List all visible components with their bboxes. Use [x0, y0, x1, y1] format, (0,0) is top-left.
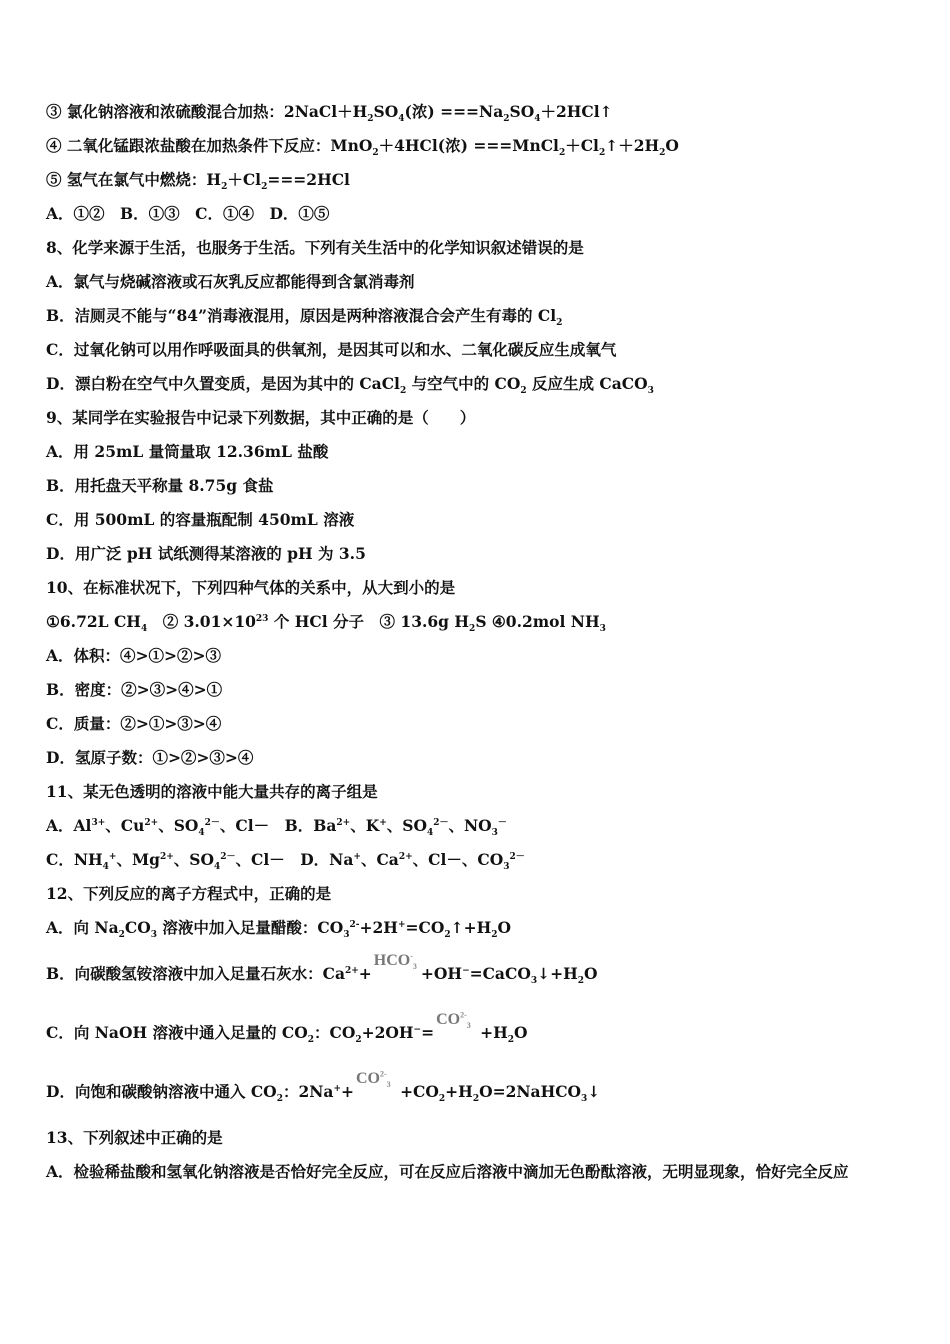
q12-option-c: C．向 NaOH 溶液中通入足量的 $CO_2$：$CO_2+2OH^-=CO^{2-}_3 +H_2O$ — [46, 1010, 528, 1046]
q10-option-b: B．密度：②>③>④>① — [46, 680, 223, 699]
question-8: 8、化学来源于生活，也服务于生活。下列有关生活中的化学知识叙述错误的是 — [46, 238, 584, 257]
q9-option-c: C．用 500mL 的容量瓶配制 450mL 溶液 — [46, 510, 355, 529]
q11-options-ab: A．$Al^{3+}$、$Cu^{2+}$、$SO_4^{2-}$、Cl－ B．$Ba^{2+}$、K+、$SO_4^{2-}$、$NO_3^-$ — [46, 816, 507, 839]
q10-option-d: D．氢原子数：①>②>③>④ — [46, 748, 254, 767]
reaction-3: ③ 氯化钠溶液和浓硫酸混合加热：$2NaCl+H_2SO_4$(浓) $===Na_2SO_4+2HCl↑$ — [46, 102, 613, 125]
q8-option-c: C．过氧化钠可以用作呼吸面具的供氧剂，是因其可以和水、二氧化碳反应生成氧气 — [46, 340, 617, 359]
q10-option-c: C．质量：②>①>③>④ — [46, 714, 222, 733]
carbonate-ion-image: $CO^{2-}_3$ — [356, 1069, 391, 1090]
question-13: 13、下列叙述中正确的是 — [46, 1128, 223, 1147]
q8-option-a: A．氯气与烧碱溶液或石灰乳反应都能得到含氯消毒剂 — [46, 272, 415, 291]
q8-option-b: B．洁厕灵不能与“84”消毒液混用，原因是两种溶液混合会产生有毒的 $Cl_2$ — [46, 306, 563, 329]
bicarbonate-ion-image: $HCO^-_3$ — [373, 951, 417, 972]
q12-option-d: D．向饱和碳酸钠溶液中通入 $CO_2$：$2Na^++CO^{2-}_3$ $+CO_2+H_2O=2NaHCO_3↓$ — [46, 1069, 601, 1105]
q12-option-b: B．向碳酸氢铵溶液中加入足量石灰水：$Ca^{2+}+HCO^-_3$ $+OH^-=CaCO_3↓+H_2O$ — [46, 951, 598, 987]
q13-option-a: A．检验稀盐酸和氢氧化钠溶液是否恰好完全反应，可在反应后溶液中滴加无色酚酞溶液，无明显现象，恰好完全反应 — [46, 1162, 849, 1181]
question-11: 11、某无色透明的溶液中能大量共存的离子组是 — [46, 782, 378, 801]
q10-option-a: A．体积：④>①>②>③ — [46, 646, 221, 665]
q9-option-a: A．用 25mL 量筒量取 12.36mL 盐酸 — [46, 442, 329, 461]
q8-option-d: D．漂白粉在空气中久置变质，是因为其中的 CaCl$_2$ 与空气中的 $CO_2$ 反应生成 CaCO$_3$ — [46, 374, 654, 397]
q9-option-b: B．用托盘天平称量 8.75g 食盐 — [46, 476, 274, 495]
question-12: 12、下列反应的离子方程式中，正确的是 — [46, 884, 332, 903]
q7-options: A．①② B．①③ C．①④ D．①⑤ — [46, 204, 330, 223]
carbonate-ion-image: $CO^{2-}_3$ — [436, 1010, 471, 1031]
reaction-5: ⑤ 氢气在氯气中燃烧：$H_2+Cl_2===2HCl$ — [46, 170, 350, 193]
q11-options-cd: C．$NH_4^+$、$Mg^{2+}$、$SO_4^{2-}$、Cl－ D．Na+、$Ca^{2+}$、Cl－、$CO_3^{2-}$ — [46, 850, 525, 873]
question-9: 9、某同学在实验报告中记录下列数据，其中正确的是（ ） — [46, 408, 476, 427]
question-10: 10、在标准状况下，下列四种气体的关系中，从大到小的是 — [46, 578, 456, 597]
q10-substances: ①6.72L $CH_4$ ② $3.01\times 10^{23}$ 个 HCl 分子 ③ 13.6g $H_2S$ ④0.2mol $NH_3$ — [46, 612, 606, 635]
reaction-4: ④ 二氧化锰跟浓盐酸在加热条件下反应：MnO$_2$＋4HCl(浓) $===MnCl_2+Cl_2↑+2H_2O$ — [46, 136, 679, 159]
q12-option-a: A．向 $Na_2CO_3$ 溶液中加入足量醋酸：$CO_3^{2-}+2H^+=CO_2↑+H_2O$ — [46, 918, 511, 941]
q9-option-d: D．用广泛 pH 试纸测得某溶液的 pH 为 3.5 — [46, 544, 366, 563]
